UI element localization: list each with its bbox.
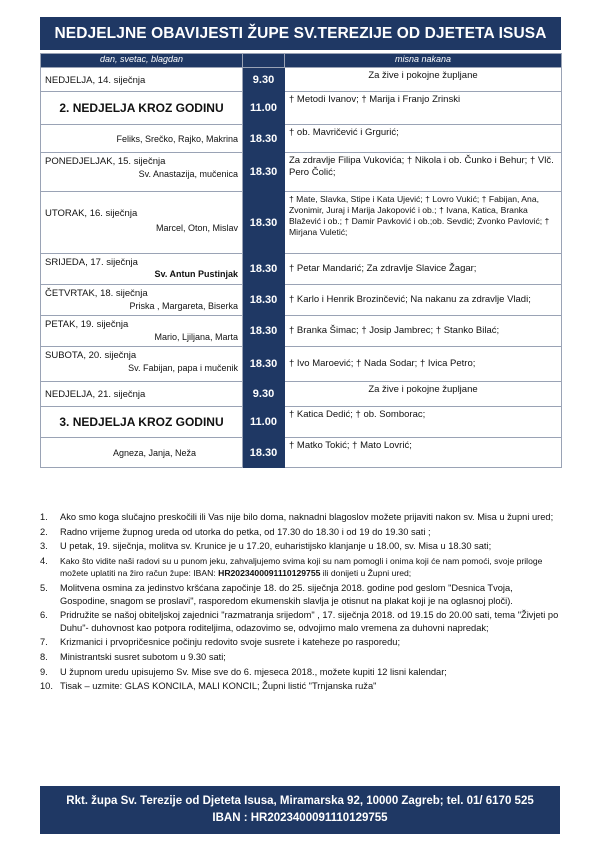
intention-text: † Branka Šimac; † Josip Jambrec; † Stanko Bilać;: [289, 325, 500, 336]
table-row: [41, 438, 562, 468]
item-number: 2.: [40, 526, 48, 537]
intention-cell: [285, 125, 562, 153]
item-number: 10.: [40, 681, 53, 692]
item-text: Ministrantski susret subotom u 9.30 sati;: [60, 651, 226, 662]
saints-label: Feliks, Srečko, Rajko, Makrina: [116, 133, 238, 144]
saints-label: Priska , Margareta, Biserka: [129, 301, 238, 311]
table-row: [41, 316, 562, 347]
intention-text: † Katica Dedić; † ob. Somborac;: [289, 409, 426, 420]
iban-number: HR2023400091110129755: [218, 568, 321, 579]
item-number: 4.: [40, 555, 48, 566]
item-text-part: ili donijeti u Župni ured;: [320, 568, 412, 579]
item-text-part: Kako što vidite naši radovi su u punom jeku, zahvaljujemo svima koji su nam pomogli i onima koji će nam pomoći, svoje priloge možete uplatiti na žiro račun župe: IBAN:: [60, 555, 543, 579]
intention-text: † Metodi Ivanov; † Marija i Franjo Zrinski: [289, 94, 461, 105]
table-row: [41, 92, 562, 125]
item-number: 7.: [40, 637, 48, 648]
day-cell: [41, 192, 243, 254]
intention-cell: [285, 316, 562, 347]
day-cell: [41, 347, 243, 382]
intention-text: † Petar Mandarić; Za zdravlje Slavice Žagar;: [289, 263, 477, 274]
day-cell: [41, 92, 243, 125]
list-item: [40, 680, 560, 693]
day-cell: [41, 438, 243, 468]
mass-time: 9.30: [243, 68, 285, 92]
list-item: [40, 636, 560, 649]
list-item: [40, 582, 560, 607]
intention-text: † ob. Mavričević i Grgurić;: [289, 127, 399, 138]
day-cell: [41, 153, 243, 192]
item-number: 6.: [40, 610, 48, 621]
saints-label: Mario, Ljiljana, Marta: [154, 332, 238, 342]
intention-text: † Matko Tokić; † Mato Lovrić;: [289, 440, 412, 451]
table-row: [41, 407, 562, 438]
item-number: 8.: [40, 651, 48, 662]
item-text: Krizmanici i prvopričesnice počinju redovito svoje susrete i kateheze po rasporedu;: [60, 637, 401, 648]
item-number: 3.: [40, 541, 48, 552]
page-title: NEDJELJNE OBAVIJESTI ŽUPE SV.TEREZIJE OD DJETETA ISUSA: [40, 17, 561, 50]
day-label: SRIJEDA, 17. siječnja: [45, 257, 138, 268]
item-text: Pridružite se našoj obiteljskoj zajednici "razmatranja srijedom" , 17. siječnja 2018. od 19.15 do 20.00 sati, tema "Živjeti po Duhu"- duhovnost kao potpora roditeljima, odazovimo se, odvojimo malo vremena za duhovni napredak;: [60, 610, 559, 633]
intention-text: Za žive i pokojne župljane: [368, 70, 478, 81]
intention-text: † Mate, Slavka, Stipe i Kata Ujević; † Lovro Vukić; † Fabijan, Ana, Zvonimir, Juraj i Marija Jakopović i ob.; † Ivana, Katica, Branka Blažević i ob.; † Damir Pavković i ob.;ob. Sevdić; Zvonko Pavlović; † Mirjana Vuletić;: [289, 194, 550, 237]
table-row: [41, 192, 562, 254]
item-text: Tisak – uzmite: GLAS KONCILA, MALI KONCIL; Župni listić "Trnjanska ruža": [60, 681, 377, 692]
intention-text: Za žive i pokojne župljane: [368, 384, 478, 395]
list-item: [40, 526, 560, 539]
item-number: 5.: [40, 582, 48, 593]
sunday-title: 3. NEDJELJA KROZ GODINU: [59, 415, 224, 429]
table-row: [41, 382, 562, 407]
intention-cell: [285, 347, 562, 382]
table-row: [41, 153, 562, 192]
table-row: [41, 254, 562, 285]
mass-schedule-table: [40, 53, 562, 468]
item-text: Ako smo koga slučajno preskočili ili Vas nije bilo doma, naknadni blagoslov možete prijaviti nakon sv. Misa u župni ured;: [60, 512, 554, 522]
header-time: [243, 54, 285, 68]
day-label: SUBOTA, 20. siječnja: [45, 350, 137, 361]
item-number: 9.: [40, 666, 48, 677]
item-text: U petak, 19. siječnja, molitva sv. Krunice je u 17.20, euharistijsko klanjanje u 18.00, sv. Misa u 18.30 sati;: [60, 541, 492, 552]
mass-time: 18.30: [243, 153, 285, 192]
announcements-list: [40, 511, 560, 695]
list-item: [40, 666, 560, 679]
intention-cell: [285, 92, 562, 125]
table-row: [41, 125, 562, 153]
day-cell: [41, 382, 243, 407]
mass-time: 18.30: [243, 125, 285, 153]
intention-cell: [285, 153, 562, 192]
day-label: UTORAK, 16. siječnja: [45, 208, 138, 219]
mass-time: 11.00: [243, 407, 285, 438]
header-day: dan, svetac, blagdan: [41, 54, 243, 68]
footer-iban: IBAN : HR2023400091110129755: [212, 812, 388, 824]
item-text: [60, 555, 560, 580]
table-row: [41, 347, 562, 382]
intention-cell: [285, 285, 562, 316]
footer-address: Rkt. župa Sv. Terezije od Djeteta Isusa, Miramarska 92, 10000 Zagreb; tel. 01/ 6170 525: [66, 795, 534, 807]
intention-cell: [285, 68, 562, 92]
item-text: U župnom uredu upisujemo Sv. Mise sve do 6. mjeseca 2018., možete kupiti 12 lisni kalendar;: [60, 666, 447, 677]
day-label: PETAK, 19. siječnja: [45, 319, 129, 330]
saints-label: Agneza, Janja, Neža: [112, 447, 197, 458]
saints-label: Sv. Fabijan, papa i mučenik: [128, 363, 238, 373]
day-label: NEDJELJA, 21. siječnja: [45, 389, 146, 400]
day-label: ČETVRTAK, 18. siječnja: [45, 288, 148, 299]
intention-text: † Ivo Maroević; † Nada Sodar; † Ivica Petro;: [289, 358, 476, 369]
day-label: PONEDJELJAK, 15. siječnja: [45, 156, 166, 167]
list-item: [40, 651, 560, 664]
item-number: 1.: [40, 512, 48, 522]
intention-text: Za zdravlje Filipa Vukovića; † Nikola i ob. Čunko i Behur; † Vlč. Pero Čolić;: [289, 155, 554, 178]
mass-time: 18.30: [243, 254, 285, 285]
table-row: [41, 68, 562, 92]
day-cell: [41, 125, 243, 153]
intention-cell: [285, 382, 562, 407]
table-row: [41, 285, 562, 316]
mass-time: 18.30: [243, 347, 285, 382]
mass-time: 9.30: [243, 382, 285, 407]
day-cell: [41, 407, 243, 438]
list-item: [40, 555, 560, 580]
intention-text: † Karlo i Henrik Brozinčević; Na nakanu za zdravlje Vladi;: [289, 294, 531, 305]
saints-label: Sv. Anastazija, mučenica: [138, 169, 238, 179]
feast-label: Sv. Antun Pustinjak: [154, 269, 238, 279]
item-text: Radno vrijeme župnog ureda od utorka do petka, od 17.30 do 18.30 i od 19 do 19.30 sati ;: [60, 526, 431, 537]
intention-cell: [285, 438, 562, 468]
mass-time: 11.00: [243, 92, 285, 125]
mass-time: 18.30: [243, 438, 285, 468]
day-label: NEDJELJA, 14. siječnja: [45, 75, 146, 86]
mass-time: 18.30: [243, 316, 285, 347]
intention-cell: [285, 192, 562, 254]
item-text: Molitvena osmina za jedinstvo kršćana započinje 18. do 25. siječnja 2018. godine pod geslom "Desnica Tvoja, Gospodine, snagom se proslavi", rasporedom ekumenskih slavlja je otisnut na plakat koji je na oglasnoj ploči).: [60, 582, 513, 606]
mass-time: 18.30: [243, 285, 285, 316]
table-header-row: [41, 54, 562, 68]
day-cell: [41, 285, 243, 316]
day-cell: [41, 68, 243, 92]
list-item: [40, 609, 560, 634]
day-cell: [41, 254, 243, 285]
intention-cell: [285, 407, 562, 438]
day-cell: [41, 316, 243, 347]
sunday-title: 2. NEDJELJA KROZ GODINU: [59, 101, 224, 115]
intention-cell: [285, 254, 562, 285]
list-item: [40, 540, 560, 553]
header-intention: misna nakana: [285, 54, 562, 68]
list-item: [40, 511, 560, 524]
saints-label: Marcel, Oton, Mislav: [155, 223, 238, 233]
mass-time: 18.30: [243, 192, 285, 254]
footer-contact: [40, 786, 560, 834]
